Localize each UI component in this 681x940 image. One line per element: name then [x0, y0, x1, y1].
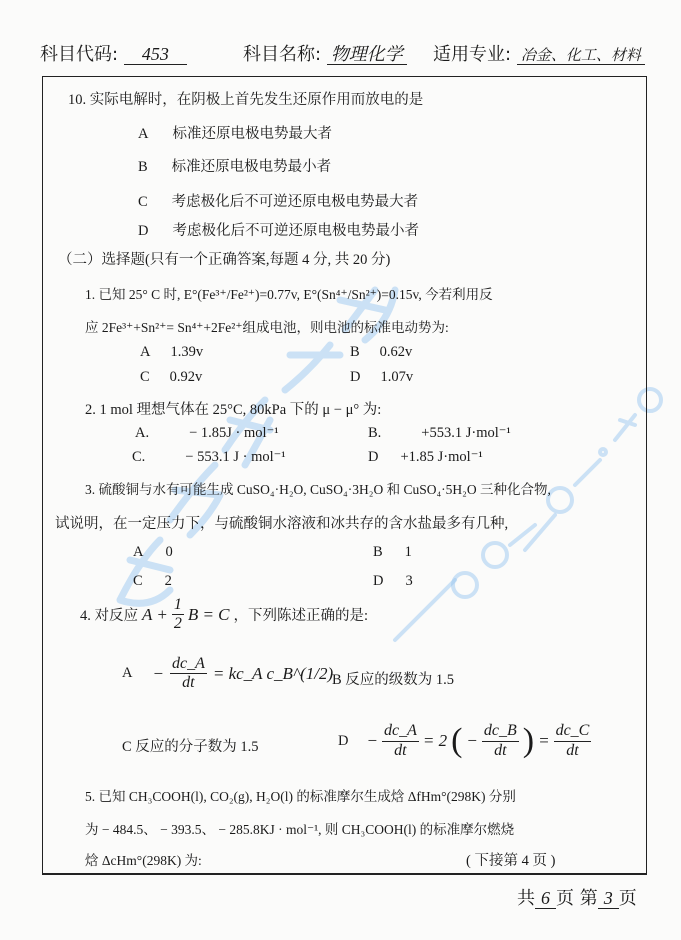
code-label: 科目代码:	[40, 44, 119, 65]
major-value: 冶金、化工、材料	[517, 48, 645, 65]
q3-option-d: D 3	[373, 573, 413, 589]
q2-option-b: B. +553.1 J·mol⁻¹	[368, 425, 511, 441]
q1-option-a: A 1.39v	[140, 344, 204, 360]
q1-option-d: D 1.07v	[350, 369, 414, 385]
applicable-major	[433, 40, 645, 66]
q3-line2: 试说明，在一定压力下，与硫酸铜水溶液和冰共存的含水盐最多有几种,	[55, 516, 509, 532]
subject-name	[243, 40, 407, 66]
q2-option-c: C. − 553.1 J · mol⁻¹	[132, 449, 286, 465]
q1-option-b: B 0.62v	[350, 344, 413, 360]
q1-option-c: C 0.92v	[140, 369, 203, 385]
q10-option-a: A 标准还原电极电势最大者	[138, 126, 332, 142]
q3-option-b: B 1	[373, 544, 412, 560]
q10-stem: 10. 实际电解时，在阴极上首先发生还原作用而放电的是	[68, 92, 424, 108]
section2-title: （二）选择题(只有一个正确答案,每题 4 分, 共 20 分)	[58, 252, 391, 268]
q1-line1: 1. 已知 25° C 时, E°(Fe³⁺/Fe²⁺)=0.77v, E°(Sn⁴⁺/Sn²⁺)=0.15v, 今若利用反	[85, 287, 493, 302]
q4-option-b: B 反应的级数为 1.5	[332, 672, 455, 688]
q4-option-c: C 反应的分子数为 1.5	[122, 739, 259, 755]
q10-option-b: B 标准还原电极电势最小者	[138, 159, 332, 175]
q4-option-a: A − $\frac{dc\_A}{dt}$ = kc_A c_B^(1/2)	[122, 655, 334, 692]
continued-note: ( 下接第 4 页 )	[466, 853, 556, 869]
q1-line2: 应 2Fe³⁺+Sn²⁺= Sn⁴⁺+2Fe²⁺组成电池，则电池的标准电动势为:	[85, 320, 449, 335]
subject-code	[40, 40, 187, 66]
name-value: 物理化学	[327, 44, 407, 65]
q3-option-c: C 2	[133, 573, 172, 589]
q10-option-c: C 考虑极化后不可逆还原电极电势最大者	[138, 194, 419, 210]
q4-stem: 4. 对反应 A + $\frac{1}{2}$ B = C ，下列陈述正确的是:	[80, 596, 369, 633]
q5-line3: 焓 ΔcHm°(298K) 为:	[85, 853, 202, 868]
q2-option-d: D +1.85 J·mol⁻¹	[368, 449, 483, 465]
name-label: 科目名称:	[243, 44, 322, 65]
q2-stem: 2. 1 mol 理想气体在 25°C, 80kPa 下的 μ − μ° 为:	[85, 402, 382, 418]
fraction-half: $\frac{1}{2}$	[173, 596, 182, 633]
q2-option-a: A. − 1.85J · mol⁻¹	[135, 425, 279, 441]
q4-option-d: D − $\frac{dc\_A}{dt}$ = 2 ( − $\frac{dc\_B}{dt}$ ) = $\frac{dc\_C}{dt}$	[338, 722, 590, 759]
code-value: 453	[124, 44, 187, 65]
page-indicator: 共 6 页 第 3 页	[517, 888, 637, 909]
q10-option-d: D 考虑极化后不可逆还原电极电势最小者	[138, 223, 419, 239]
q5-line2: 为 − 484.5、 − 393.5、 − 285.8KJ · mol⁻¹, 则 CH₃COOH(l) 的标准摩尔燃烧	[85, 822, 515, 837]
q3-line1: 3. 硫酸铜与水有可能生成 CuSO₄·H₂O, CuSO₄·3H₂O 和 CuSO₄·5H₂O 三种化合物,	[85, 482, 551, 497]
q3-option-a: A 0	[133, 544, 173, 560]
major-label: 适用专业:	[433, 44, 512, 65]
q5-line1: 5. 已知 CH₃COOH(l), CO₂(g), H₂O(l) 的标准摩尔生成焓 ΔfHm°(298K) 分别	[85, 789, 516, 804]
